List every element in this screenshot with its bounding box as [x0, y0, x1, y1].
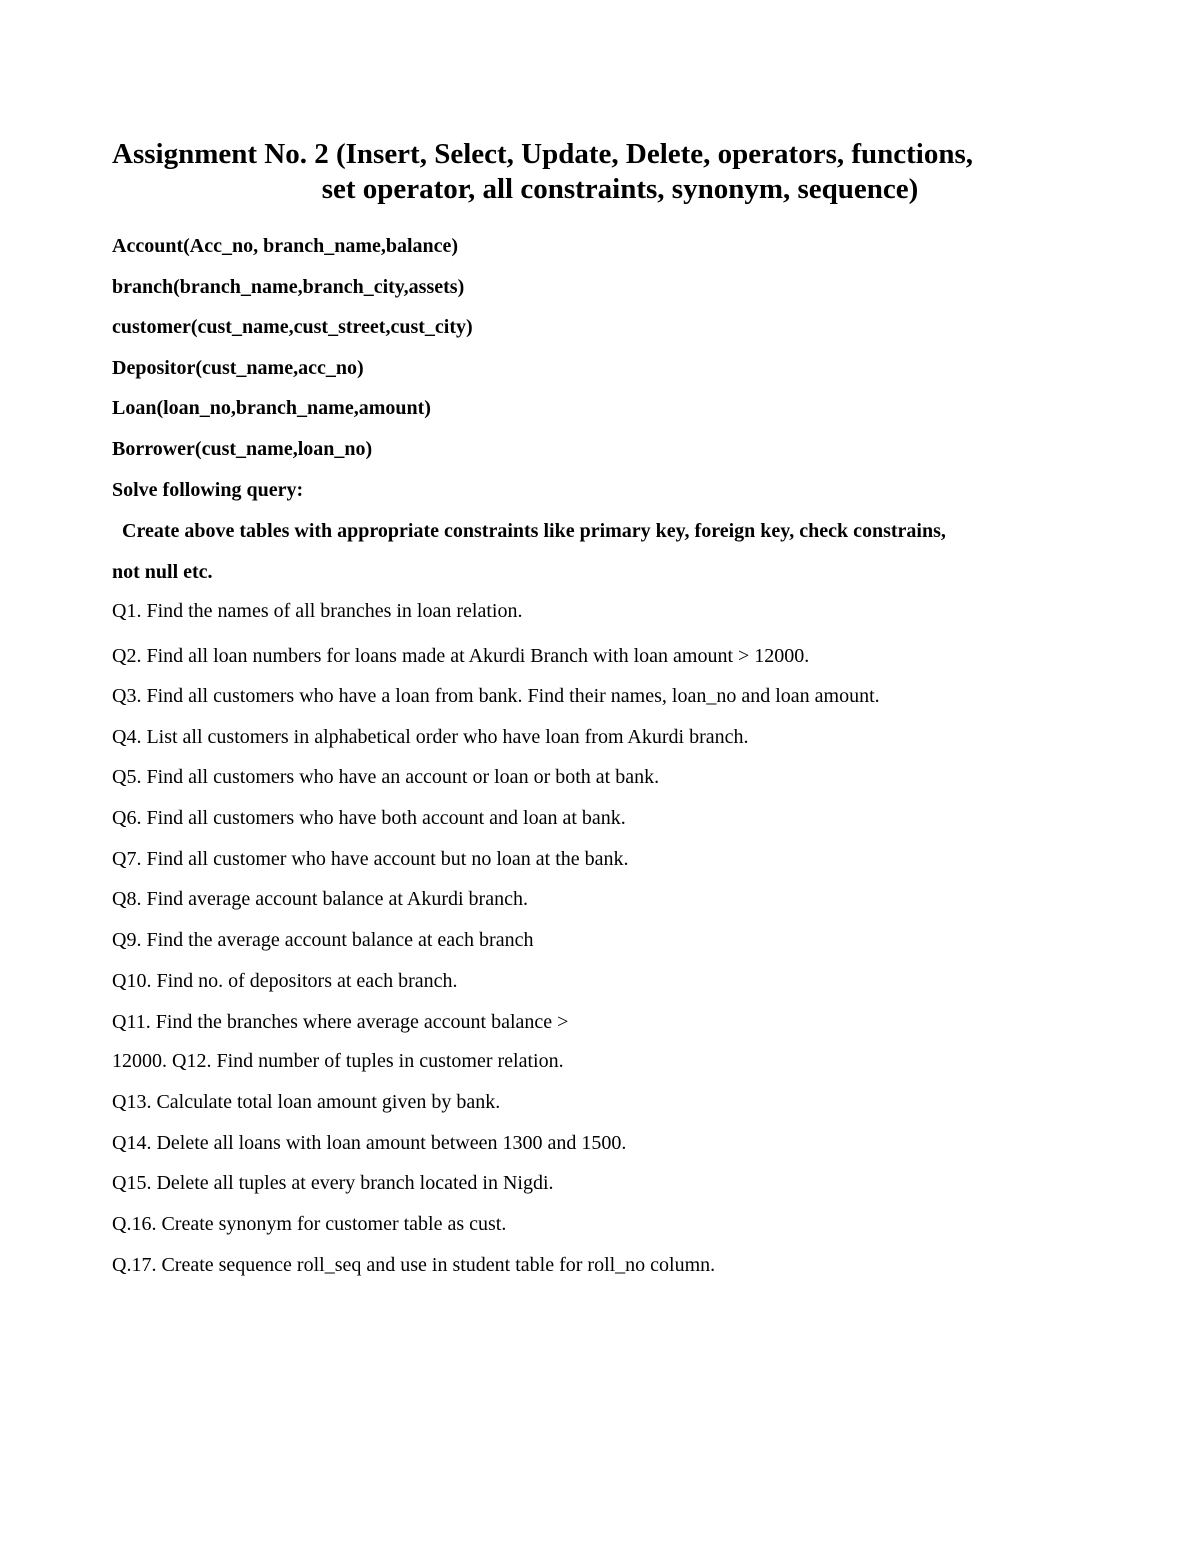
schema-borrower: Borrower(cust_name,loan_no) [112, 438, 373, 460]
query-item: Q3. Find all customers who have a loan from bank. Find their names, loan_no and loan amount. [112, 685, 880, 707]
instruction-line-2: not null etc. [112, 561, 213, 583]
assignment-title-line-1: Assignment No. 2 (Insert, Select, Update, Delete, operators, functions, [112, 138, 974, 170]
query-item: Q1. Find the names of all branches in loan relation. [112, 600, 523, 622]
query-item: Q10. Find no. of depositors at each branch. [112, 970, 458, 992]
query-item: Q14. Delete all loans with loan amount between 1300 and 1500. [112, 1132, 627, 1154]
query-item: Q11. Find the branches where average account balance > [112, 1011, 569, 1033]
query-item: Q15. Delete all tuples at every branch located in Nigdi. [112, 1172, 554, 1194]
query-item: Q4. List all customers in alphabetical order who have loan from Akurdi branch. [112, 726, 749, 748]
assignment-title-line-2: set operator, all constraints, synonym, sequence) [321, 173, 919, 205]
instruction-line-1: Create above tables with appropriate constraints like primary key, foreign key, check constrains, [122, 520, 946, 542]
schema-depositor: Depositor(cust_name,acc_no) [112, 357, 364, 379]
query-item: Q9. Find the average account balance at each branch [112, 929, 534, 951]
query-item: Q2. Find all loan numbers for loans made at Akurdi Branch with loan amount > 12000. [112, 645, 810, 667]
query-item: Q13. Calculate total loan amount given by bank. [112, 1091, 501, 1113]
query-item: Q7. Find all customer who have account but no loan at the bank. [112, 848, 629, 870]
schema-account: Account(Acc_no, branch_name,balance) [112, 235, 459, 257]
schema-branch: branch(branch_name,branch_city,assets) [112, 276, 465, 298]
query-item: Q8. Find average account balance at Akurdi branch. [112, 888, 528, 910]
solve-heading: Solve following query: [112, 479, 304, 501]
query-item: 12000. Q12. Find number of tuples in customer relation. [112, 1050, 564, 1072]
schema-customer: customer(cust_name,cust_street,cust_city) [112, 316, 473, 338]
schema-loan: Loan(loan_no,branch_name,amount) [112, 397, 431, 419]
query-item: Q.17. Create sequence roll_seq and use in student table for roll_no column. [112, 1254, 716, 1276]
query-item: Q6. Find all customers who have both account and loan at bank. [112, 807, 626, 829]
query-item: Q5. Find all customers who have an account or loan or both at bank. [112, 766, 660, 788]
query-item: Q.16. Create synonym for customer table as cust. [112, 1213, 507, 1235]
